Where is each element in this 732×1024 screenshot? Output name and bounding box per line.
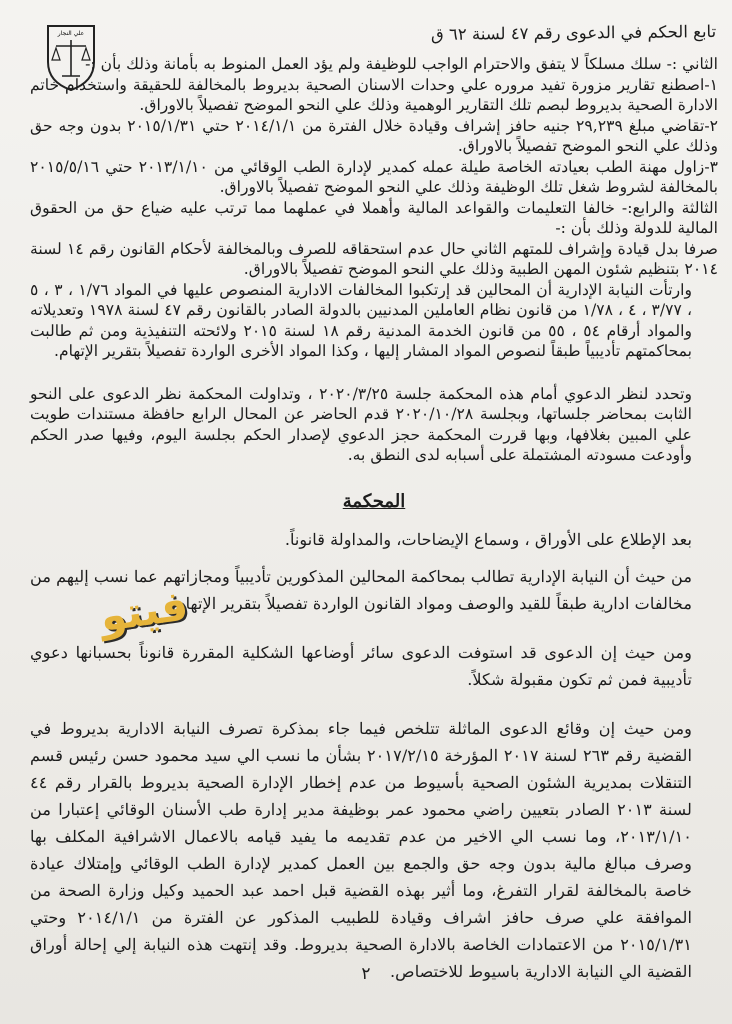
paragraph: وارتأت النيابة الإدارية أن المحالين قد إرتكبوا المخالفات الادارية المنصوص عليها في المواد ١/٧٦ ، ٣ ، ٥ ، ٣/٧٧ ، ٤ ، ١/٧٨ من قانون نظام العاملين المدنيين بالدولة الصادر بالقانون رقم ٤٧ لسنة ١٩٧٨ وتعديلاته والمواد أرقام ٥٤ ، ٥٥ من قانون الخدمة المدنية رقم ١٨ لسنة ٢٠١٥ ولائحته التنفيذية ومن ثم طالبت بمحاكمتهم تأديبياً طبقاً لنصوص المواد المشار إليها ، وكذا المواد الأخرى الواردة تفصيلاً بتقرير الإتهام. — [30, 280, 693, 360]
paragraph: بعد الإطلاع على الأوراق ، وسماع الإيضاحات، والمداولة قانوناً. — [284, 530, 692, 549]
paragraph: ١-اصطنع تقارير مزورة تفيد مروره علي وحدات الاسنان الصحية بديروط بالمخالفة للحقيقة واستخدام خاتم الادارة الصحية بديروط لبصم تلك التقارير الوهمية وذلك علي النحو الموضح تفصيلاً بالاوراق. — [30, 75, 718, 114]
paragraph: الثالثة والرابع:- خالفا التعليمات والقواعد المالية وأهملا في عملهما مما ترتب عليه ضياع حق من الحقوق المالية للدولة وذلك بأن :- — [30, 198, 718, 237]
paragraph: صرفا بدل قيادة وإشراف للمتهم الثاني حال عدم استحقاقه للصرف وبالمخالفة لأحكام القانون رقم ١٤ لسنة ٢٠١٤ بتنظيم شئون المهن الطبية وذلك علي النحو الموضح تفصيلاً بالاوراق. — [30, 239, 718, 278]
paragraph: ٢-تقاضي مبلغ ٢٩,٢٣٩ جنيه حافز إشراف وقيادة خلال الفترة من ٢٠١٤/١/١ حتي ٢٠١٥/١/٣١ بدون وجه حق وذلك علي النحو الموضح تفصيلاً بالاوراق. — [30, 116, 718, 155]
page-header-title: تابع الحكم في الدعوى رقم ٤٧ لسنة ٦٢ ق — [430, 22, 717, 44]
paragraph: ٣-زاول مهنة الطب بعيادته الخاصة طيلة عمله كمدير لإدارة الطب الوقائي من ٢٠١٣/١/١٠ حتي ٢٠١٥/٥/١٦ بالمخالفة لشروط شغل تلك الوظيفة وذلك علي النحو الموضح تفصيلاً بالاوراق. — [30, 157, 718, 196]
paragraph: وتحدد لنظر الدعوي أمام هذه المحكمة جلسة ٢٠٢٠/٣/٢٥ ، وتداولت المحكمة نظر الدعوى على النحو الثابت بمحاضر جلساتها، وبجلسة ٢٠٢٠/١٠/٢٨ قدم الحاضر عن المحال الرابع حافظة مستندات طويت علي المبين بغلافها، وبها قررت المحكمة حجز الدعوي لإصدار الحكم بجلسة اليوم، وفيها صدر الحكم وأودعت مسودته المشتملة على أسبابه لدى النطق به. — [30, 384, 693, 464]
paragraph: من حيث أن النيابة الإدارية تطالب بمحاكمة المحالين المذكورين تأديبياً ومجازاتهم عما نسب إليهم من مخالفات ادارية طبقاً للقيد والوصف ومواد القانون الواردة تفصيلاً بتقرير الإتهام. — [30, 567, 692, 613]
page-number: ٢ — [361, 964, 371, 984]
paragraph: الثاني :- سلك مسلكاً لا يتفق والاحترام الواجب للوظيفة ولم يؤد العمل المنوط به بأمانة وذلك بأن :- — [85, 55, 718, 73]
paragraph: ومن حيث إن وقائع الدعوى الماثلة تتلخص فيما جاء بمذكرة تصرف النيابة الادارية بديروط في القضية رقم ٢٦٣ لسنة ٢٠١٧ المؤرخة ٢٠١٧/٢/١٥ بشأن ما نسب الي سيد محمود حسن رئيس قسم التنقلات بمديرية الشئون الصحية بأسيوط من عدم إخطار الإدارة الصحية بديروط بالقرار رقم ٤٤ لسنة ٢٠١٣ الصادر بتعيين راضي محمود عمر بوظيفة مدير إدارة طب الأسنان الوقائي إعتبارا من ٢٠١٣/١/١٠، وما نسب الي الاخير من عدم تقديمه ما يفيد قيامه بالاعمال الاشرافية المكلف بها وصرف مبالغ مالية بدون وجه حق والجمع بين العمل كمدير لإدارة الطب الوقائي وإمتلاك عيادة خاصة بالمخالفة لقرار التفرغ، وما أثير بهذه القضية قبل احمد عبد الحميد وكيل وزارة الصحة من الموافقة علي صرف حافز اشراف وقيادة للطبيب المذكور عن الفترة من ٢٠١٤/١/١ وحتي ٢٠١٥/١/٣١ من الاعتمادات الخاصة بالادارة الصحية بديروط. وقد إنتهت هذه النيابة إلي إحالة أوراق القضية الي النيابة الادارية باسيوط للاختصاص. — [30, 719, 692, 981]
watermark-logo: فيتو — [96, 580, 191, 642]
logo-text: علي النجار — [57, 30, 85, 37]
paragraph: ومن حيث إن الدعوى قد استوفت الدعوى سائر أوضاعها الشكلية المقررة قانوناً بحسبانها دعوي تأديبية فمن ثم تكون مقبولة شكلاً. — [30, 643, 692, 689]
section-heading: المحكمة — [342, 490, 406, 512]
document-body — [30, 54, 718, 985]
